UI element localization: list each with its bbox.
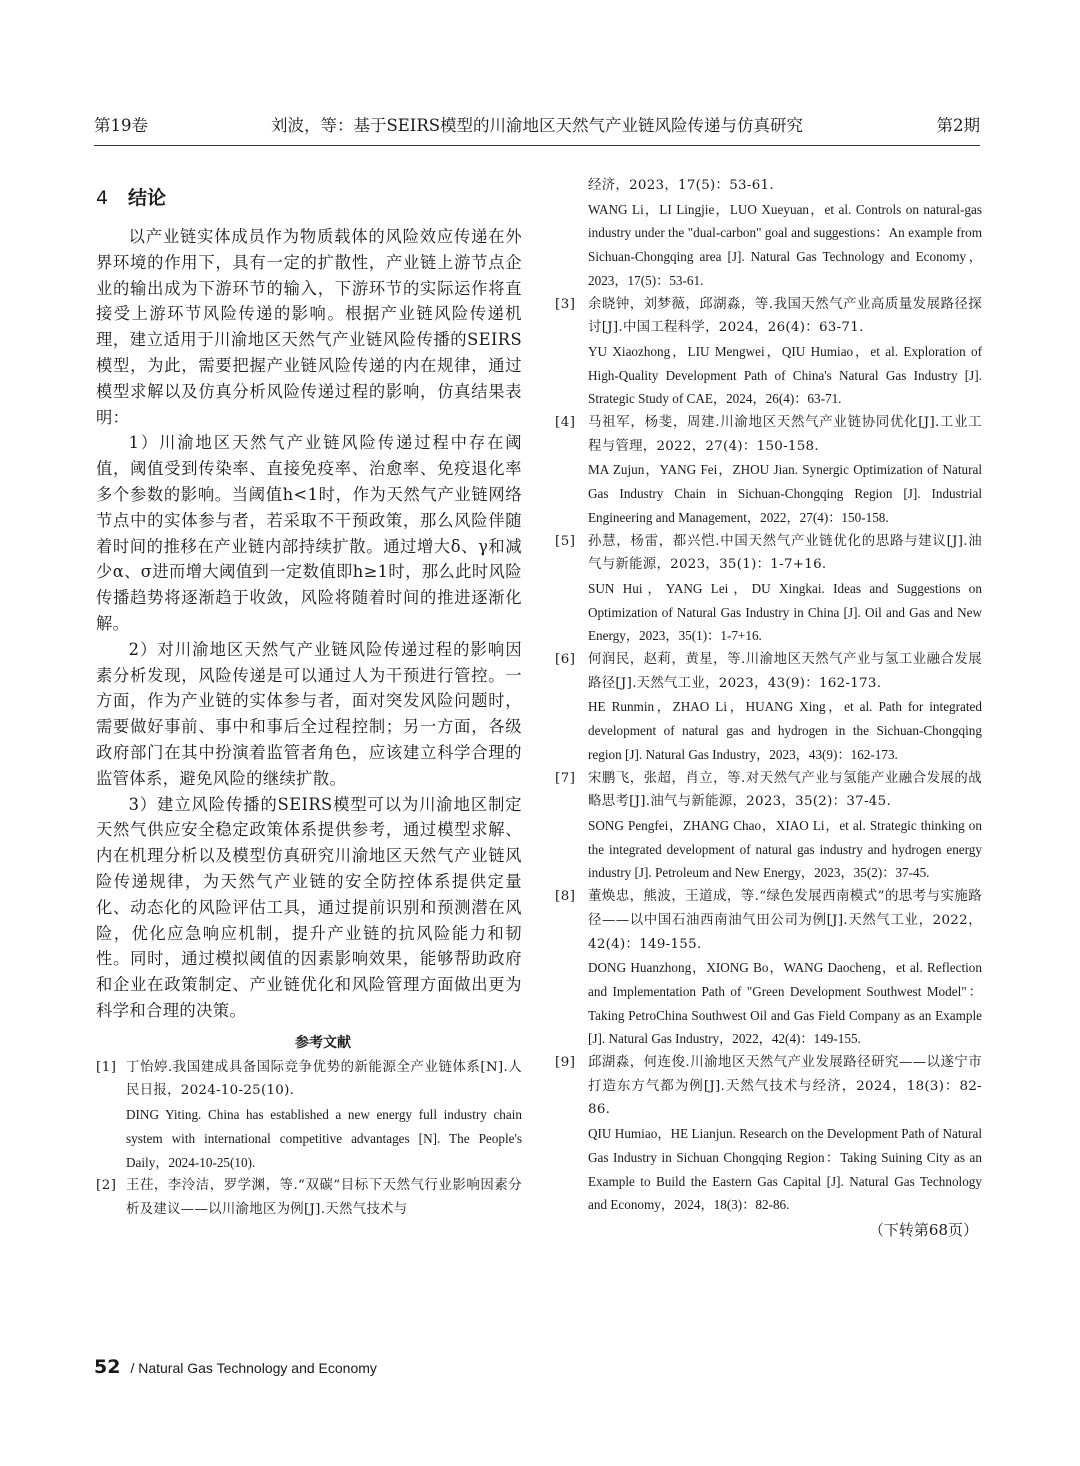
reference-zh: 经济，2023，17(5)：53-61. [588,178,774,193]
reference-item [555,885,982,1051]
reference-zh: 丁怡婷.我国建成具备国际竞争优势的新能源全产业链体系[N].人民日报，2024-10-25(10). [126,1059,522,1099]
paragraph: 3）建立风险传播的SEIRS模型可以为川渝地区制定天然气供应安全稳定政策体系提供参考，通过模型求解、内在机理分析以及模型仿真研究川渝地区天然气产业链风险传递规律，为天然气产业链的安全防控体系提供定量化、动态化的风险评估工具，通过提前识别和预测潜在风险，优化应急响应机制，提升产业链的抗风险能力和韧性。同时，通过模拟阈值的因素影响效果，能够帮助政府和企业在政策制定、产业链优化和风险管理方面做出更为科学和合理的决策。 [96,794,522,1020]
issue-label: 第2期 [936,116,980,135]
running-title: 刘波，等：基于SEIRS模型的川渝地区天然气产业链风险传递与仿真研究 [270,116,804,135]
reference-en: DONG Huanzhong，XIONG Bo，WANG Daocheng，et al. Reflection and Implementation Path of "Green Development Southwest Model"：Taking PetroChina Southwest Oil and Gas Field Company as an Example [J]. Natural Gas Industry，2022，42(4)：149-155. [588,960,982,1047]
volume-label: 第19卷 [94,116,148,135]
reference-item [555,293,982,412]
reference-item [555,648,982,767]
reference-index: [8] [555,889,576,905]
header-rule [94,145,980,146]
reference-index: [6] [555,652,576,668]
reference-zh: 孙慧，杨雷，都兴恺.中国天然气产业链优化的思路与建议[J].油气与新能源，2023，35(1)：1-7+16. [588,533,982,573]
reference-zh: 王茌，李泠洁，罗学渊，等.“双碳”目标下天然气行业影响因素分析及建议——以川渝地区为例[J].天然气技术与 [126,1178,522,1217]
references-heading: 参考文献 [295,1034,351,1051]
reference-item [555,530,982,649]
reference-zh: 马祖军，杨斐，周建.川渝地区天然气产业链协同优化[J].工业工程与管理，2022，27(4)：150-158. [588,415,982,454]
reference-item [555,1051,982,1217]
reference-en: WANG Li，LI Lingjie，LUO Xueyuan，et al. Controls on natural-gas industry under the "dual-carbon" goal and suggestions：An example from Sichuan-Chongqing area [J]. Natural Gas Technology and Economy，2023，17(5)：53-61. [588,201,982,288]
reference-en: MA Zujun，YANG Fei，ZHOU Jian. Synergic Optimization of Natural Gas Industry Chain in Sichuan-Chongqing Region [J]. Industrial Engineering and Management，2022，27(4)：150-158. [588,462,982,525]
reference-item [555,411,982,530]
running-header [94,113,980,139]
reference-index: [7] [555,770,576,786]
reference-item [96,1174,522,1221]
reference-item [555,767,982,886]
reference-en: QIU Humiao，HE Lianjun. Research on the Development Path of Natural Gas Industry in Sichuan Chongqing Region：Taking Suining City as an Example to Build the Eastern Gas Capital [J]. Natural Gas Technology and Economy，2024，18(3)：82-86. [588,1126,982,1213]
paragraph: 2）对川渝地区天然气产业链风险传递过程的影响因素分析发现，风险传递是可以通过人为干预进行管控。一方面，作为产业链的实体参与者，面对突发风险问题时，需要做好事前、事中和事后全过程控制；另一方面，各级政府部门在其中扮演着监管者角色，应该建立科学合理的监管体系，避免风险的继续扩散。 [96,639,522,788]
section-title: 结论 [128,187,167,209]
reference-index: [4] [555,415,576,431]
left-column [96,180,522,1222]
reference-en: HE Runmin，ZHAO Li，HUANG Xing，et al. Path for integrated development of natural gas and hydrogen in the Sichuan-Chongqing region [J]. Natural Gas Industry，2023，43(9)：162-173. [588,699,982,762]
reference-index: [3] [555,296,576,312]
reference-index: [2] [96,1178,117,1194]
section-number: 4 [96,187,109,209]
page-footer [94,1352,377,1382]
reference-en: DING Yiting. China has established a new energy full industry chain system with international competitive advantages [N]. The People's Daily，2024-10-25(10). [126,1107,522,1170]
paragraph: 1）川渝地区天然气产业链风险传递过程中存在阈值，阈值受到传染率、直接免疫率、治愈率、免疫退化率多个参数的影响。当阈值h<1时，作为天然气产业链网络节点中的实体参与者，若采取不干预政策，那么风险伴随着时间的推移在产业链内部持续扩散。通过增大δ、γ和减少α、σ进而增大阈值到一定数值即h≥1时，那么此时风险传播趋势将逐渐趋于收敛，风险将随着时间的推进逐渐化解。 [96,433,522,633]
reference-item [96,1056,522,1175]
reference-en: SUN Hui，YANG Lei，DU Xingkai. Ideas and Suggestions on Optimization of Natural Gas Industry in China [J]. Oil and Gas and New Energy，2023，35(1)：1-7+16. [588,580,982,644]
journal-name: / Natural Gas Technology and Economy [130,1360,377,1376]
paragraph: 以产业链实体成员作为物质载体的风险效应传递在外界环境的作用下，具有一定的扩散性，产业链上游节点企业的输出成为下游环节的输入，下游环节的实际运作将直接受上游环节风险传递的影响。根据产业链风险传递机理，建立适用于川渝地区天然气产业链风险传播的SEIRS模型，为此，需要把握产业链风险传递的内在规律，通过模型求解以及仿真分析风险传递过程的影响，仿真结果表明： [96,227,522,427]
continued-note: （下转第68页） [868,1220,978,1239]
reference-zh: 宋鹏飞，张超，肖立，等.对天然气产业与氢能产业融合发展的战略思考[J].油气与新能源，2023，35(2)：37-45. [588,770,982,810]
reference-index: [5] [555,533,576,549]
reference-zh: 何润民，赵莉，黄星，等.川渝地区天然气产业与氢工业融合发展路径[J].天然气工业，2023，43(9)：162-173. [588,652,982,691]
reference-en: YU Xiaozhong，LIU Mengwei，QIU Humiao，et al. Exploration of High-Quality Development Path of China's Natural Gas Industry [J]. Strategic Study of CAE，2024，26(4)：63-71. [588,343,982,407]
section-heading [96,180,522,216]
reference-zh: 余晓钟，刘梦薇，邱湖淼，等.我国天然气产业高质量发展路径探讨[J].中国工程科学，2024，26(4)：63-71. [588,296,982,336]
reference-item [558,174,982,293]
page-number: 52 [94,1356,121,1378]
reference-zh: 邱湖淼，何连俊.川渝地区天然气产业发展路径研究——以遂宁市打造东方气都为例[J].天然气技术与经济，2024，18(3)：82-86. [588,1055,982,1118]
reference-zh: 董焕忠，熊波，王道成，等.“绿色发展西南模式”的思考与实施路径——以中国石油西南油气田公司为例[J].天然气工业，2022，42(4)：149-155. [588,889,982,952]
reference-index: [9] [555,1055,576,1071]
reference-index: [1] [96,1059,117,1075]
right-column [555,174,982,1243]
reference-en: SONG Pengfei，ZHANG Chao，XIAO Li，et al. Strategic thinking on the integrated development of natural gas industry and hydrogen energy industry [J]. Petroleum and New Energy，2023，35(2)：37-45. [588,817,982,881]
